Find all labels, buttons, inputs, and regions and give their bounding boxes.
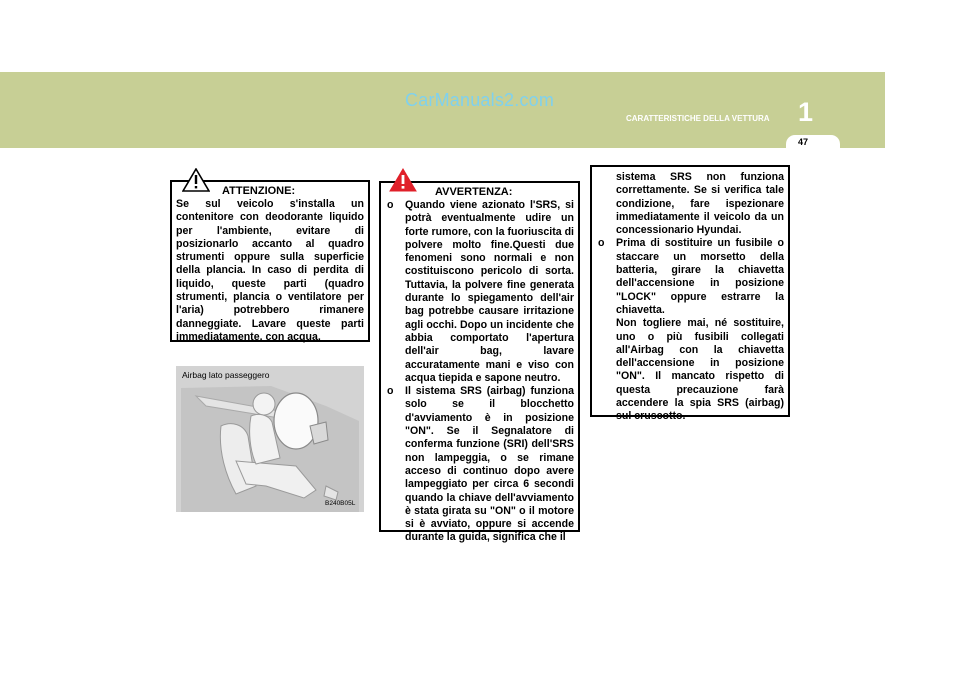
avvertenza-list xyxy=(387,199,574,545)
list-bullet: o xyxy=(387,199,394,211)
list-item xyxy=(598,237,784,317)
header-divider xyxy=(0,148,885,150)
chapter-title: CARATTERISTICHE DELLA VETTURA xyxy=(626,114,770,123)
site-title[interactable]: CarManuals2.com xyxy=(405,90,555,110)
page-number: 47 xyxy=(798,137,809,147)
continuation-box xyxy=(590,165,790,423)
list-item xyxy=(387,199,574,385)
list-bullet: o xyxy=(387,385,394,398)
avvertenza-item-2: Il sistema SRS (airbag) funziona solo se il blocchetto d'avviamento è in posizione "ON". Se il Segnalatore di conferma funzione (SRI) dell'SRS non lampeggia, o se rimane acceso di continuo dopo avere lampeggiato per circa 6 secondi quando la chiave dell'avviamento è stata girata su "ON" o il motore si è avviato, oppure si accende durante la guida, significa che il xyxy=(405,385,574,544)
figure-code: B240B05L xyxy=(325,500,356,507)
airbag-illustration xyxy=(176,366,364,512)
avvertenza-heading: AVVERTENZA: xyxy=(435,186,513,198)
attenzione-box xyxy=(170,180,370,342)
airbag-drawing xyxy=(176,366,364,512)
avvertenza-box xyxy=(379,181,580,544)
continuation-item: Prima di sostituire un fusibile o staccare un morsetto della batteria, girare la chiavetta dell'accensione in posizione "LOCK" oppure estrarre la chiavetta. xyxy=(616,237,784,316)
attenzione-heading: ATTENZIONE: xyxy=(222,185,296,197)
list-item xyxy=(387,385,574,545)
page-number-tab xyxy=(786,135,840,151)
caution-triangle-icon xyxy=(182,168,210,192)
warning-triangle-red-icon xyxy=(389,168,417,192)
attenzione-text: Se sul veicolo s'installa un contenitore con deodorante liquido per l'ambiente, evitare di posizionarlo accanto al quadro strumenti oppure sulla superficie della plancia. In caso di perdita di liquido, queste parti (quadro strumenti, plancia o ventilatore per l'aria) potrebbero rimanere danneggiate. Lavare queste parti immediatamente, con acqua. xyxy=(176,198,364,343)
figure-caption: Airbag lato passeggero xyxy=(182,370,270,380)
list-bullet: o xyxy=(598,237,605,250)
avvertenza-item-1: Quando viene azionato l'SRS, si potrà eventualmente udire un forte rumore, con la fuoriuscita di polvere molto fine.Questi due fenomeni sono normali e non costituiscono pericolo di sorta. Tuttavia, la polvere fine generata durante lo spiegamento dell'air bag potrebbe causare irritazione agli occhi. Dopo un incidente che abbia comportato l'apertura dell'air bag, lavare accuratamente mani e viso con acqua tiepida e sapone neutro. xyxy=(405,199,574,384)
continuation-list xyxy=(598,237,784,317)
continuation-intro: sistema SRS non funziona correttamente. Se si verifica tale condizione, fare ispezionare immediatamente il veicolo da un concessionario Hyundai. xyxy=(616,171,784,237)
continuation-note: Non togliere mai, né sostituire, uno o più fusibili collegati all'Airbag con la chiavetta dell'accensione in posizione "ON". Il mancato rispetto di questa precauzione farà accendere la spia SRS (airbag) sul cruscotto. xyxy=(616,317,784,423)
chapter-number: 1 xyxy=(798,97,814,127)
